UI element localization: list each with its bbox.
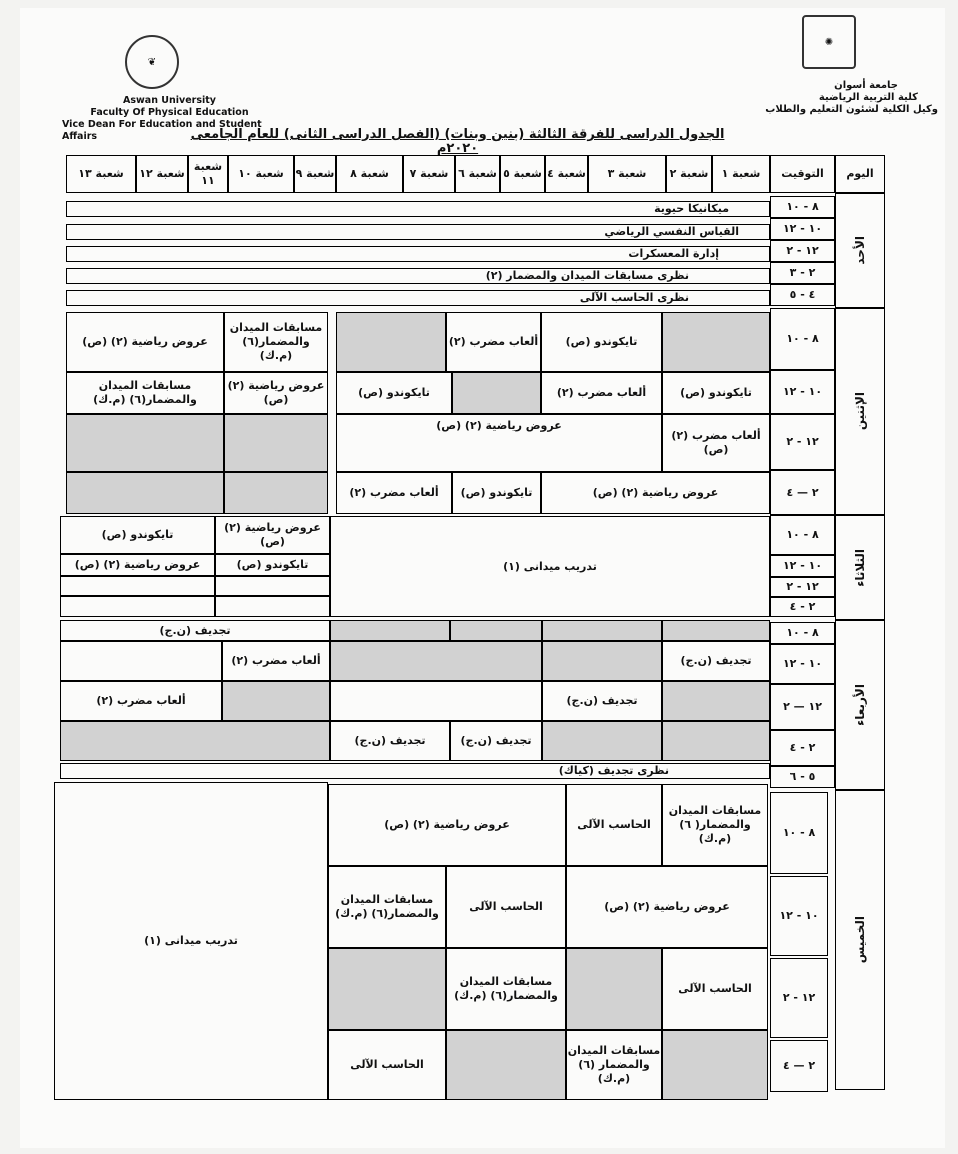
schedule-cell: تدريب ميدانى (١) — [54, 782, 328, 1100]
schedule-cell-empty — [542, 620, 662, 641]
schedule-cell-empty — [662, 1030, 768, 1100]
time-slot: ١٠ - ١٢ — [770, 644, 835, 684]
schedule-cell-empty — [542, 641, 662, 681]
schedule-title — [150, 128, 765, 156]
schedule-cell-empty — [60, 641, 222, 681]
sunday-lecture-2: القياس النفسي الرياضي — [66, 224, 770, 240]
university-logo: ✺ — [802, 15, 856, 69]
schedule-cell: ألعاب مضرب (٢) — [222, 641, 330, 681]
schedule-cell: تايكوندو (ص) — [215, 554, 330, 576]
header-group-3: شعبة ٣ — [588, 155, 666, 193]
time-slot: ١٢ — ٢ — [770, 684, 835, 730]
schedule-cell: مسابقات الميدان والمضمار( ٦) (م.ك) — [662, 784, 768, 866]
schedule-cell: مسابقات الميدان والمضمار(٦) (م.ك) — [66, 372, 224, 414]
schedule-cell-empty — [662, 721, 770, 761]
header-time: التوقيت — [770, 155, 835, 193]
schedule-cell: الحاسب الآلى — [446, 866, 566, 948]
schedule-cell-empty — [66, 472, 224, 514]
vice-dean-en: Vice Dean For Education and Student Affairs — [62, 119, 262, 142]
sunday-lecture-3: إدارة المعسكرات — [66, 246, 770, 262]
schedule-cell: تايكوندو (ص) — [662, 372, 770, 414]
time-slot: ٨ - ١٠ — [770, 792, 828, 874]
time-slot: ١٢ - ٢ — [770, 414, 835, 470]
header-day: اليوم — [835, 155, 885, 193]
time-slot: ٨ - ١٠ — [770, 196, 835, 218]
schedule-cell: ألعاب مضرب (٢) — [336, 472, 452, 514]
sunday-lecture-4: نظرى مسابقات الميدان والمضمار (٢) — [66, 268, 770, 284]
university-name-ar: جامعة أسوان — [834, 80, 898, 91]
day-sunday: الأحد — [835, 193, 885, 308]
schedule-cell: عروض رياضية (٢) (ص) — [541, 472, 770, 514]
schedule-cell-empty — [662, 312, 770, 372]
header-group-10: شعبة ١٠ — [228, 155, 294, 193]
schedule-cell-empty — [452, 372, 541, 414]
schedule-cell: تجديف (ن.ج) — [662, 641, 770, 681]
sunday-lecture-5: نظرى الحاسب الآلى — [66, 290, 770, 306]
schedule-cell-empty — [662, 620, 770, 641]
schedule-cell: ألعاب مضرب (٢) — [60, 681, 222, 721]
schedule-cell: مسابقات الميدان والمضمار(٦) (م.ك) — [224, 312, 328, 372]
schedule-cell-empty — [215, 596, 330, 617]
header-group-5: شعبة ٥ — [500, 155, 545, 193]
schedule-cell: ألعاب مضرب (٢)(ص) — [662, 414, 770, 472]
schedule-cell: الحاسب الآلى — [566, 784, 662, 866]
arabic-header — [765, 80, 938, 116]
faculty-logo: ❦ — [125, 35, 179, 89]
time-slot: ١٢ - ٢ — [770, 958, 828, 1038]
schedule-cell: مسابقات الميدان والمضمار (٦) (م.ك) — [566, 1030, 662, 1100]
schedule-cell: الحاسب الآلى — [328, 1030, 446, 1100]
time-slot: ٨ - ١٠ — [770, 308, 835, 370]
time-slot: ٥ - ٦ — [770, 766, 835, 788]
time-slot: ٢ - ٤ — [770, 597, 835, 617]
header-group-8: شعبة ٨ — [336, 155, 403, 193]
schedule-cell-empty — [224, 414, 328, 472]
schedule-cell-empty — [446, 1030, 566, 1100]
day-thursday: الخميس — [835, 790, 885, 1090]
schedule-cell: تايكوندو (ص) — [60, 516, 215, 554]
time-slot: ٢ — ٤ — [770, 1040, 828, 1092]
faculty-name-ar: كلية التربية الرياضية — [818, 92, 918, 103]
schedule-cell-empty — [60, 576, 215, 596]
header-group-2: شعبة ٢ — [666, 155, 712, 193]
schedule-cell-empty — [662, 681, 770, 721]
schedule-cell: تايكوندو (ص) — [336, 372, 452, 414]
schedule-cell: عروض رياضية (٢) (ص) — [60, 554, 215, 576]
header-group-12: شعبة ١٢ — [136, 155, 188, 193]
schedule-cell: تجديف (ن.ج) — [450, 721, 542, 761]
schedule-cell: عروض رياضية (٢) (ص) — [215, 516, 330, 554]
schedule-cell-empty — [328, 948, 446, 1030]
day-wednesday: الأربعاء — [835, 620, 885, 790]
time-slot: ٢ - ٣ — [770, 262, 835, 284]
sunday-lecture-1: ميكانيكا حيوية — [66, 201, 770, 217]
schedule-cell-empty — [330, 641, 542, 681]
header-group-11: شعبة ١١ — [188, 155, 228, 193]
faculty-name-en: Faculty Of Physical Education — [90, 107, 249, 118]
time-slot: ١٠ - ١٢ — [770, 370, 835, 414]
time-slot: ١٠ - ١٢ — [770, 218, 835, 240]
schedule-cell-empty — [330, 620, 450, 641]
time-slot: ٨ - ١٠ — [770, 515, 835, 555]
time-slot: ١٢ - ٢ — [770, 240, 835, 262]
day-monday: الإثنين — [835, 308, 885, 515]
title-line-2: ٢٠٢٠م — [436, 141, 479, 156]
schedule-cell: عروض رياضية (٢) (ص) — [566, 866, 768, 948]
schedule-cell: تايكوندو (ص) — [452, 472, 541, 514]
schedule-cell: عروض رياضية (٢) (ص) — [66, 312, 224, 372]
schedule-cell: تجديف (ن.ج) — [60, 620, 330, 641]
day-tuesday: الثلاثاء — [835, 515, 885, 620]
schedule-cell: تايكوندو (ص) — [541, 312, 662, 372]
header-group-6: شعبة ٦ — [455, 155, 500, 193]
schedule-cell: عروض رياضية (٢) (ص) — [336, 414, 662, 472]
schedule-cell: تجديف (ن.ج) — [542, 681, 662, 721]
time-slot: ٤ - ٥ — [770, 284, 835, 306]
header-group-7: شعبة ٧ — [403, 155, 455, 193]
schedule-cell-empty — [450, 620, 542, 641]
time-slot: ١٢ - ٢ — [770, 577, 835, 597]
schedule-cell: ألعاب مضرب (٢) — [446, 312, 541, 372]
schedule-cell: عروض رياضية (٢) (ص) — [328, 784, 566, 866]
schedule-cell: الحاسب الآلى — [662, 948, 768, 1030]
schedule-cell: تجديف (ن.ج) — [330, 721, 450, 761]
university-name-en: Aswan University — [123, 95, 216, 106]
schedule-cell: تدريب ميدانى (١) — [330, 516, 770, 617]
schedule-cell-empty — [566, 948, 662, 1030]
wednesday-lecture: نظرى تجديف (كياك) — [60, 763, 770, 779]
schedule-cell-empty — [60, 721, 330, 761]
header-group-13: شعبة ١٣ — [66, 155, 136, 193]
schedule-cell: مسابقات الميدان والمضمار(٦) (م.ك) — [328, 866, 446, 948]
schedule-cell-empty — [224, 472, 328, 514]
schedule-cell: مسابقات الميدان والمضمار(٦) (م.ك) — [446, 948, 566, 1030]
header-group-9: شعبة ٩ — [294, 155, 336, 193]
time-slot: ٨ - ١٠ — [770, 622, 835, 644]
schedule-cell-empty — [542, 721, 662, 761]
schedule-cell: عروض رياضية (٢) (ص) — [224, 372, 328, 414]
time-slot: ١٠ - ١٢ — [770, 555, 835, 577]
time-slot: ٢ — ٤ — [770, 470, 835, 515]
schedule-cell-empty — [66, 414, 224, 472]
title-line-1: الجدول الدراسى للفرقة الثالثة (بنين وبنات) (الفصل الدراسى الثانى) للعام الجامعى — [190, 127, 725, 142]
header-group-4: شعبة ٤ — [545, 155, 588, 193]
schedule-cell-empty — [330, 681, 542, 721]
schedule-cell-empty — [336, 312, 446, 372]
time-slot: ١٠ - ١٢ — [770, 876, 828, 956]
schedule-cell-empty — [215, 576, 330, 596]
vice-dean-ar: وكيل الكلية لشئون التعليم والطلاب — [765, 104, 938, 115]
schedule-cell-empty — [60, 596, 215, 617]
schedule-cell-empty — [222, 681, 330, 721]
header-group-1: شعبة ١ — [712, 155, 770, 193]
schedule-cell: ألعاب مضرب (٢) — [541, 372, 662, 414]
time-slot: ٢ - ٤ — [770, 730, 835, 766]
